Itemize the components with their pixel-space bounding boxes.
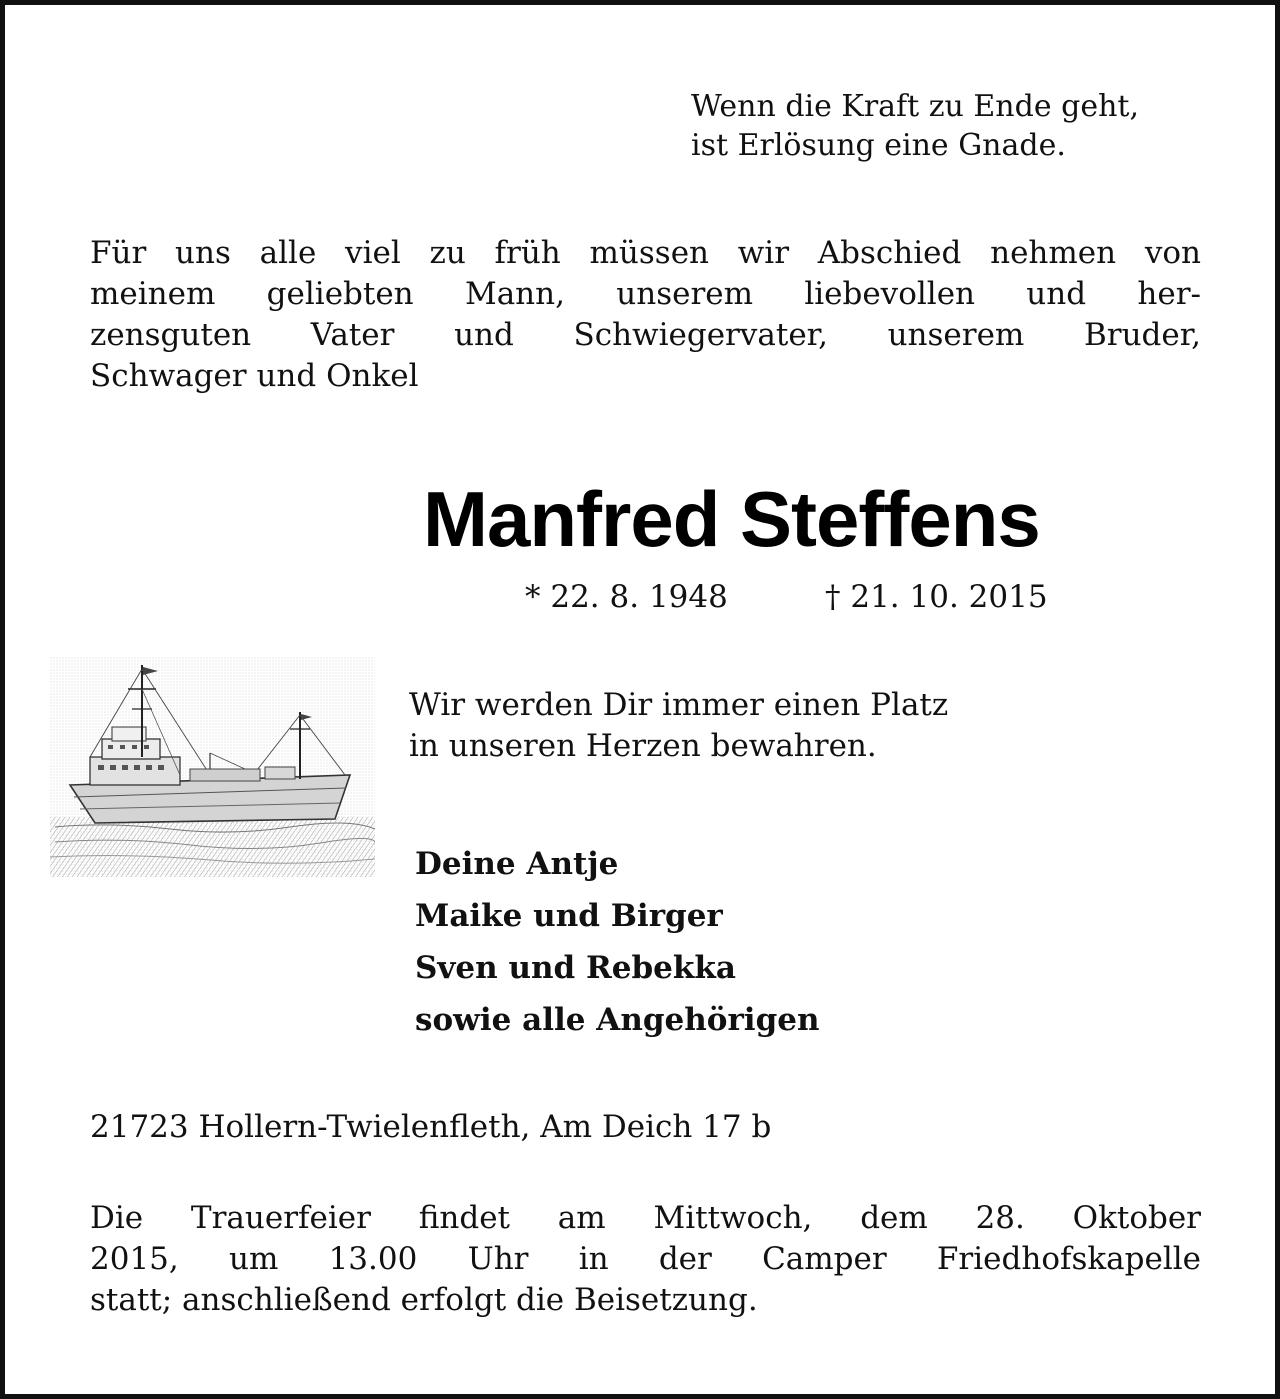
mourners-list (415, 838, 1115, 1046)
verse (409, 685, 1169, 767)
birth-date: * 22. 8. 1948 (525, 579, 728, 615)
intro-line: Schwager und Onkel (90, 358, 419, 394)
intro-line: meinem geliebten Mann, unserem liebevollen und her- (90, 276, 1201, 312)
address: 21723 Hollern-Twielenfleth, Am Deich 17 b (90, 1109, 772, 1145)
mourner-name: Maike und Birger (415, 898, 723, 934)
intro-line: Für uns alle viel zu früh müssen wir Abschied nehmen von (90, 235, 1201, 271)
deceased-name: Manfred Steffens (423, 475, 1040, 563)
ship-sketch-icon (50, 657, 375, 877)
intro-line: zensguten Vater und Schwiegervater, unserem Bruder, (90, 317, 1201, 353)
mourner-name: sowie alle Angehörigen (415, 1002, 820, 1038)
motto-line: Wenn die Kraft zu Ende geht, (691, 89, 1139, 124)
intro-paragraph (90, 233, 1201, 397)
service-line: 2015, um 13.00 Uhr in der Camper Friedhofskapelle (90, 1241, 1201, 1277)
service-details (90, 1198, 1201, 1321)
verse-line: Wir werden Dir immer einen Platz (409, 687, 949, 723)
verse-line: in unseren Herzen bewahren. (409, 728, 877, 764)
motto-line: ist Erlösung eine Gnade. (691, 128, 1066, 163)
service-line: statt; anschließend erfolgt die Beisetzung. (90, 1282, 758, 1318)
mourner-name: Sven und Rebekka (415, 950, 736, 986)
service-line: Die Trauerfeier findet am Mittwoch, dem 28. Oktober (90, 1200, 1201, 1236)
death-date: † 21. 10. 2015 (825, 579, 1048, 615)
mourner-name: Deine Antje (415, 846, 619, 882)
motto-quote (691, 87, 1231, 165)
